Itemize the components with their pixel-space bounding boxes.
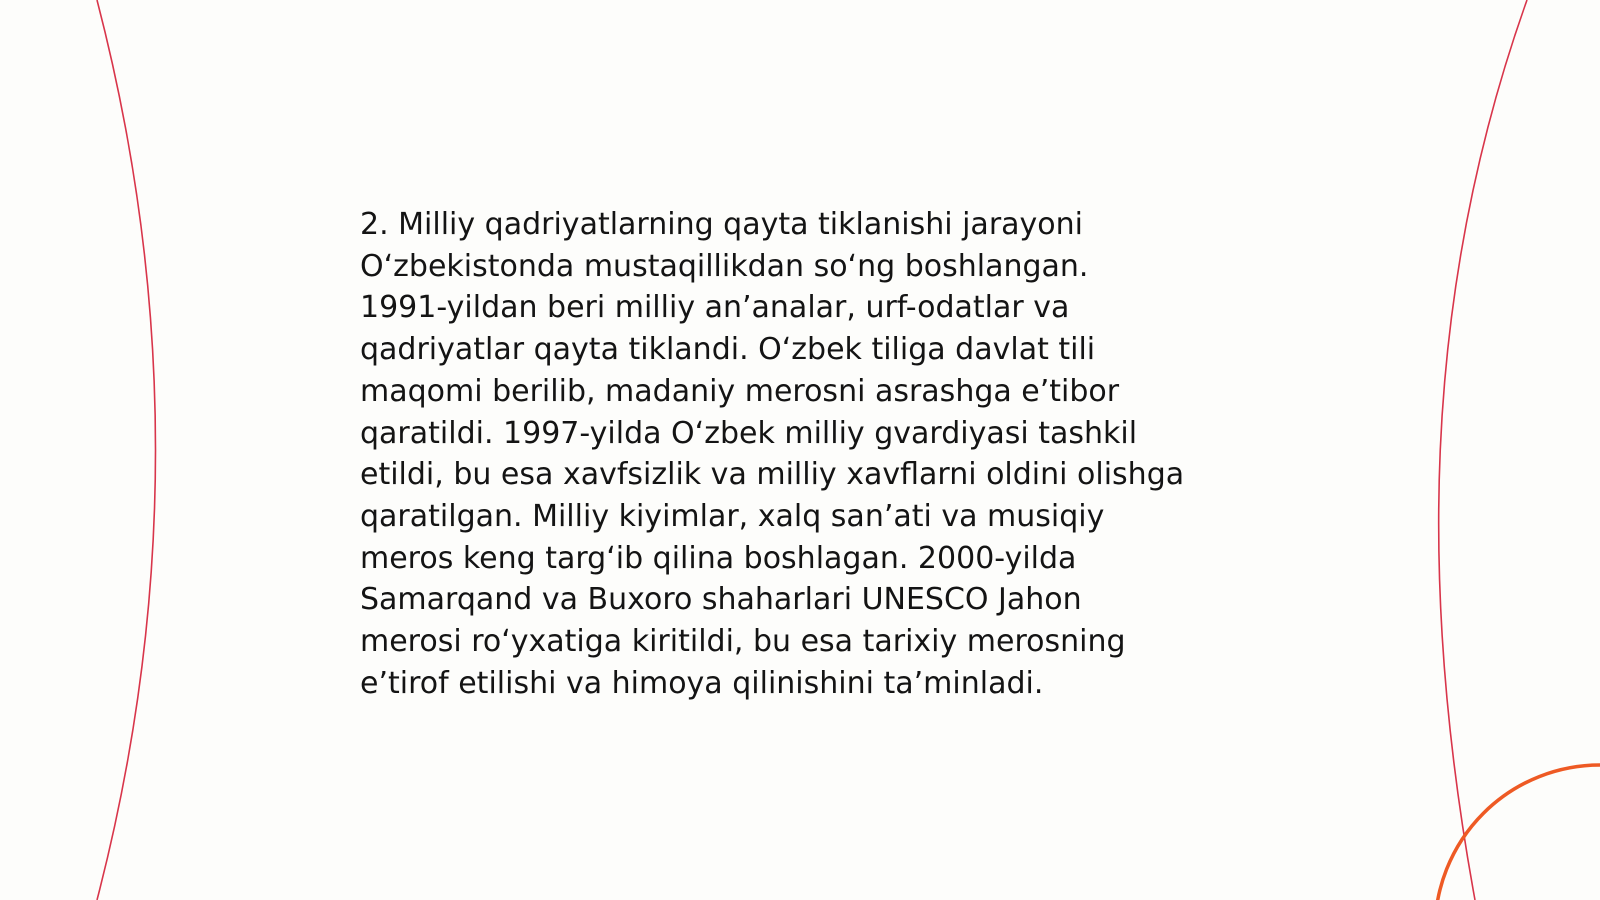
- text-line: maqomi berilib, madaniy merosni asrashga e’tibor: [360, 373, 1120, 409]
- orange-arc: [1435, 765, 1600, 900]
- text-line: 2. Milliy qadriyatlarning qayta tiklanishi jarayoni: [360, 207, 1083, 242]
- text-line: e’tirof etilishi va himoya qilinishini ta’minladi.: [360, 665, 1044, 701]
- text-line: etildi, bu esa xavfsizlik va milliy xavflarni oldini olishga: [360, 457, 1185, 493]
- text-line: qadriyatlar qayta tiklandi. O‘zbek tiliga davlat tili: [360, 332, 1096, 368]
- text-line: qaratildi. 1997-yilda O‘zbek milliy gvardiyasi tashkil: [360, 415, 1138, 451]
- right-curve: [1439, 0, 1527, 900]
- left-curve: [97, 0, 156, 900]
- text-line: merosi ro‘yxatiga kiritildi, bu esa tarixiy merosning: [360, 624, 1126, 660]
- text-line: 1991-yildan beri milliy an’analar, urf-odatlar va: [360, 290, 1070, 326]
- text-line: Samarqand va Buxoro shaharlari UNESCO Jahon: [360, 582, 1082, 618]
- text-line: meros keng targ‘ib qilina boshlagan. 2000-yilda: [360, 540, 1077, 576]
- body-text: [360, 204, 1260, 704]
- text-line: O‘zbekistonda mustaqillikdan so‘ng boshlangan.: [360, 248, 1089, 284]
- text-line: qaratilgan. Milliy kiyimlar, xalq san’ati va musiqiy: [360, 498, 1105, 534]
